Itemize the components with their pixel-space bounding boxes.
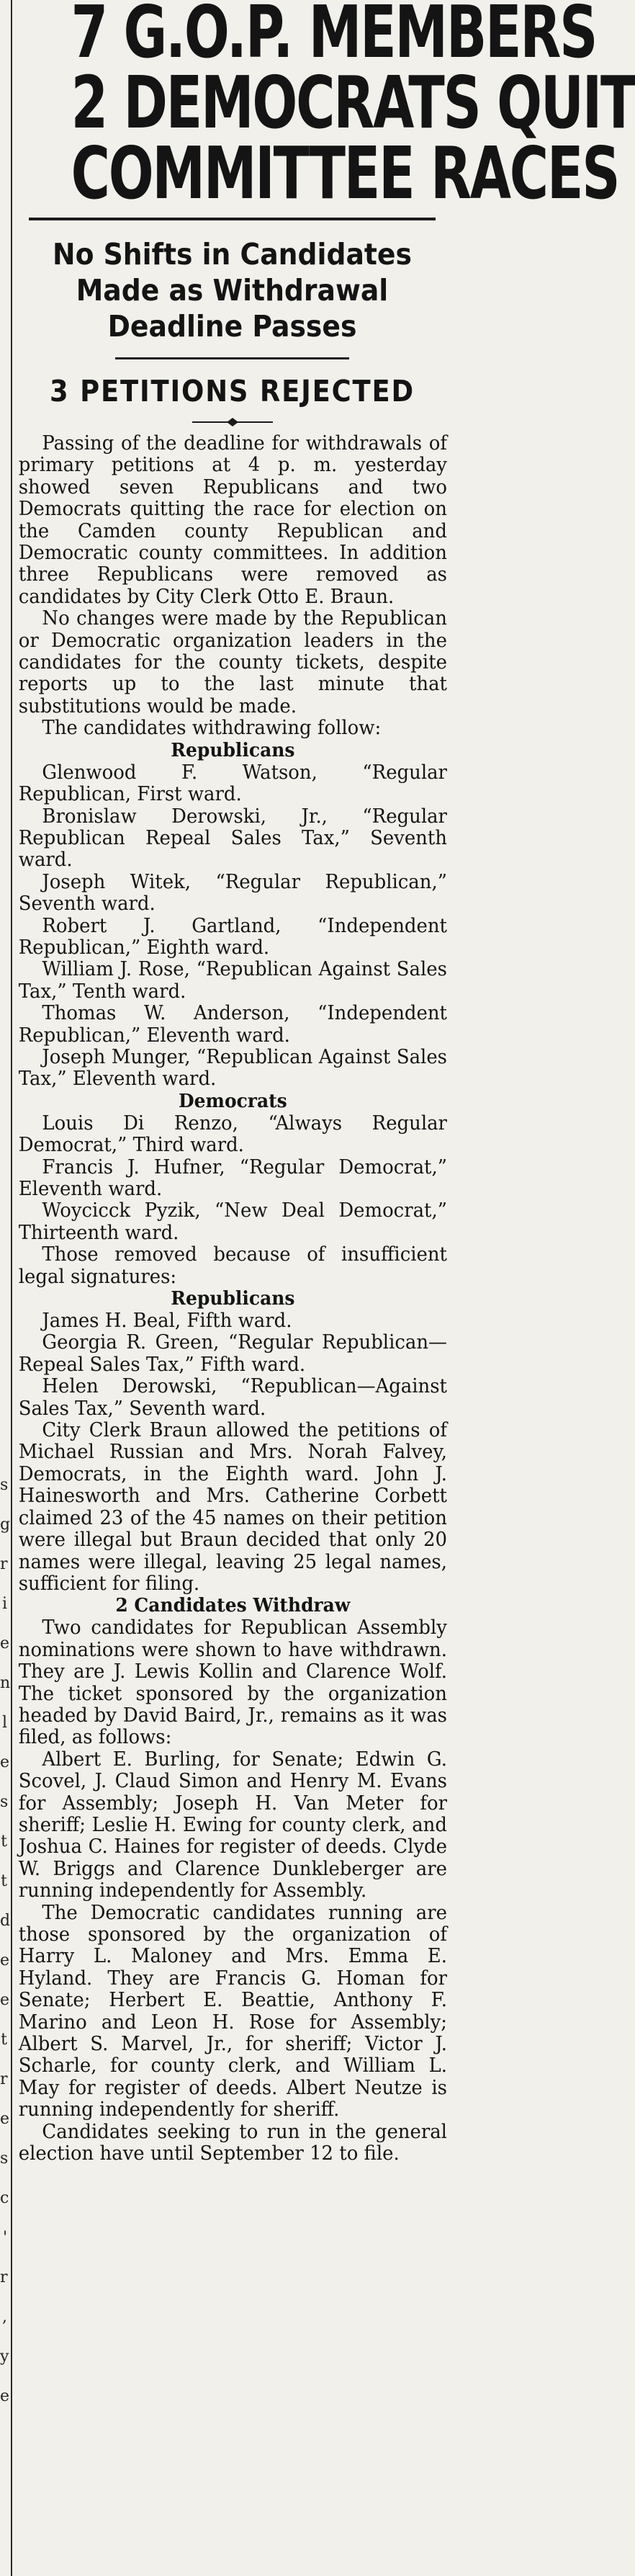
subdeck: 3 PETITIONS REJECTED (50, 374, 415, 408)
section-heading: 2 Candidates Withdraw (115, 1595, 351, 1617)
article (14, 0, 635, 2165)
article-body (14, 433, 450, 2165)
list-item: Francis J. Hufner, “Regular Democrat,” Eleventh ward. (18, 1155, 447, 1200)
adjacent-column-letter: e (0, 2110, 10, 2128)
adjacent-column-fragment (0, 0, 9, 2576)
adjacent-column-letter: ' (2, 2229, 7, 2247)
section-heading: Republicans (171, 739, 295, 761)
paragraph: Passing of the deadline for withdrawals of primary petitions at 4 p. m. yesterday showed seven Republicans and two Democrats quitting the race for election on the Camden county Republican and Democratic county committees. In addition three Republicans were removed as candidates by City Clerk Otto E. Braun. (18, 432, 447, 608)
adjacent-column-letter: t (1, 2031, 7, 2049)
list-item: William J. Rose, “Republican Against Sales Tax,” Tenth ward. (18, 958, 447, 1003)
column-rule (11, 0, 12, 2576)
adjacent-column-letter: s (0, 1476, 9, 1494)
list-item: Woycicck Pyzik, “New Deal Democrat,” Thirteenth ward. (18, 1199, 447, 1244)
paragraph: No changes were made by the Republican or Democratic organization leaders in the candidates for the county tickets, despite reports up to the last minute that substitutions would be made. (18, 607, 447, 717)
deck-line-3: Deadline Passes (107, 309, 357, 344)
list-item: Helen Derowski, “Republican—Against Sales Tax,” Seventh ward. (18, 1375, 447, 1420)
adjacent-column-letter: e (0, 1753, 10, 1771)
deck-rule (115, 357, 349, 359)
ornament-divider (14, 417, 450, 427)
adjacent-column-letter: e (0, 1951, 10, 1969)
list-item: Robert J. Gartland, “Independent Republican,” Eighth ward. (18, 914, 447, 959)
headline-line-2: 2 DEMOCRATS QUIT (71, 61, 635, 145)
adjacent-column-letter: e (0, 1634, 10, 1653)
adjacent-column-letter: g (0, 1516, 11, 1534)
list-item: Louis Di Renzo, “Always Regular Democrat,” Third ward. (18, 1112, 447, 1157)
section-heading: Republicans (171, 1288, 295, 1310)
deck-line-1: No Shifts in Candidates (53, 237, 412, 272)
deck-line-2: Made as Withdrawal (76, 273, 389, 308)
list-item: Joseph Witek, “Regular Republican,” Seventh ward. (18, 870, 447, 916)
adjacent-column-letter: , (2, 2308, 7, 2326)
list-item: Glenwood F. Watson, “Regular Republican, First ward. (18, 761, 447, 806)
paragraph: Those removed because of insufficient legal signatures: (18, 1243, 447, 1288)
diamond-rule-icon (189, 417, 276, 427)
adjacent-column-letter: y (0, 2348, 9, 2366)
adjacent-column-letter: s (0, 1793, 9, 1811)
adjacent-column-letter: t (1, 1833, 7, 1851)
adjacent-column-letter: r (0, 2070, 8, 2088)
paragraph: Candidates seeking to run in the general election have until September 12 to file. (18, 2120, 447, 2165)
adjacent-column-letter: d (0, 1912, 11, 1930)
adjacent-column-letter: t (1, 1872, 7, 1890)
headline-line-1: 7 G.O.P. MEMBERS (71, 0, 597, 74)
adjacent-column-letter: e (0, 1991, 10, 2009)
adjacent-column-letter: c (0, 2189, 9, 2207)
adjacent-column-letter: e (0, 2387, 10, 2405)
section-heading: Democrats (179, 1090, 287, 1112)
adjacent-column-letter: r (0, 1555, 8, 1573)
paragraph: City Clerk Braun allowed the petitions of Michael Russian and Mrs. Norah Falvey, Democrats, in the Eighth ward. John J. Hainesworth and Mrs. Catherine Corbett claimed 23 of the 45 names on their petition were illegal but Braun decided that only 20 names were illegal, leaving 25 legal names, sufficient for filing. (18, 1419, 447, 1595)
adjacent-column-letter: n (0, 1674, 11, 1692)
list-item: Bronislaw Derowski, Jr., “Regular Republican Repeal Sales Tax,” Seventh ward. (18, 805, 447, 872)
paragraph: The Democratic candidates running are those sponsored by the organization of Harry L. Maloney and Mrs. Emma E. Hyland. They are Francis G. Homan for Senate; Herbert E. Beattie, Anthony F. Marino and Leon H. Rose for Assembly; Albert S. Marvel, Jr., for sheriff; Victor J. Scharle, for county clerk, and William L. May for register of deeds. Albert Neutze is running independently for sheriff. (18, 1901, 447, 2121)
headline-rule (29, 218, 436, 220)
list-item: James H. Beal, Fifth ward. (42, 1310, 292, 1333)
adjacent-column-letter: i (1, 1595, 7, 1613)
paragraph: The candidates withdrawing follow: (42, 717, 382, 740)
paragraph: Two candidates for Republican Assembly nominations were shown to have withdrawn. They are J. Lewis Kollin and Clarence Wolf. The ticket sponsored by the organization headed by David Baird, Jr., remains as it was filed, as follows: (18, 1616, 447, 1749)
paragraph: Albert E. Burling, for Senate; Edwin G. Scovel, J. Claud Simon and Henry M. Evans for Assembly; Joseph H. Van Meter for sheriff; Leslie H. Ewing for county clerk, and Joshua C. Haines for register of deeds. Clyde W. Briggs and Clarence Dunkleberger are running independently for Assembly. (18, 1748, 447, 1902)
adjacent-column-letter: r (0, 2268, 8, 2286)
adjacent-column-letter: l (1, 1714, 7, 1732)
list-item: Joseph Munger, “Republican Against Sales Tax,” Eleventh ward. (18, 1045, 447, 1091)
list-item: Thomas W. Anderson, “Independent Republican,” Eleventh ward. (18, 1002, 447, 1047)
headline-line-3: COMMITTEE RACES (71, 131, 619, 215)
adjacent-column-letter: s (0, 2150, 9, 2168)
list-item: Georgia R. Green, “Regular Republican—Repeal Sales Tax,” Fifth ward. (18, 1331, 447, 1376)
deck (32, 236, 433, 344)
